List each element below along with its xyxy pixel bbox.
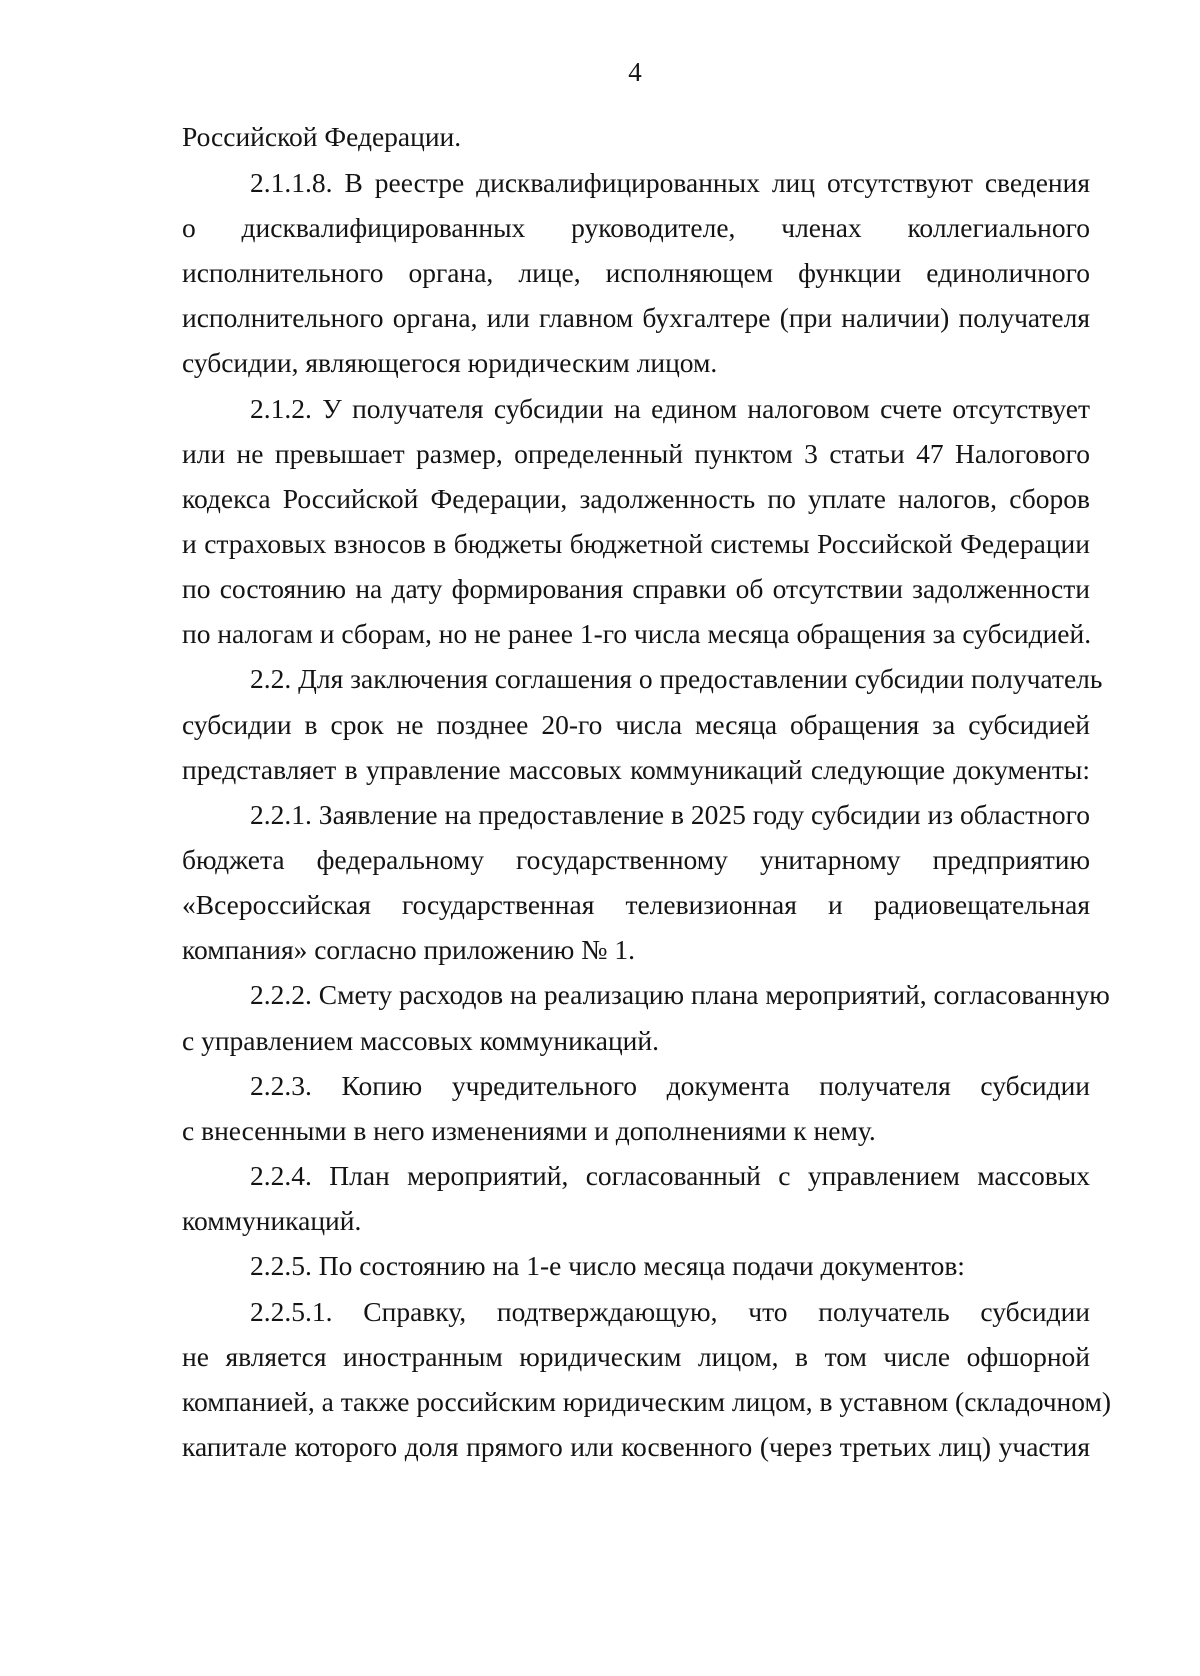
page-number: 4 (628, 57, 642, 87)
text-line: 2.2.5. По состоянию на 1-е число месяца подачи документов: (250, 1250, 965, 1281)
text-line: 2.2.2. Смету расходов на реализацию плана мероприятий, согласованную (250, 979, 1110, 1010)
text-line: по налогам и сборам, но не ранее 1-го числа месяца обращения за субсидией. (182, 618, 1092, 649)
text-line: 2.1.2. У получателя субсидии на едином налоговом счете отсутствует (250, 393, 1090, 424)
text-line: 2.2. Для заключения соглашения о предоставлении субсидии получатель (250, 663, 1103, 694)
text-line: 2.2.1. Заявление на предоставление в 2025 году субсидии из областного (250, 799, 1090, 830)
text-line: 2.2.5.1. Справку, подтверждающую, что получатель субсидии (250, 1296, 1090, 1327)
text-line: 2.2.3. Копию учредительного документа получателя субсидии (250, 1070, 1090, 1101)
text-line: субсидии, являющегося юридическим лицом. (182, 347, 718, 378)
text-line: Российской Федерации. (182, 121, 462, 152)
text-line: «Всероссийская государственная телевизионная и радиовещательная (182, 889, 1090, 920)
text-line: по состоянию на дату формирования справки об отсутствии задолженности (182, 573, 1090, 604)
text-line: исполнительного органа, лице, исполняющем функции единоличного (182, 257, 1090, 288)
text-line: представляет в управление массовых коммуникаций следующие документы: (182, 754, 1090, 785)
text-line: субсидии в срок не позднее 20-го числа месяца обращения за субсидией (182, 709, 1090, 740)
text-line: 2.1.1.8. В реестре дисквалифицированных лиц отсутствуют сведения (250, 167, 1090, 198)
text-line: компанией, а также российским юридическим лицом, в уставном (складочном) (182, 1386, 1112, 1417)
text-line: и страховых взносов в бюджеты бюджетной системы Российской Федерации (182, 528, 1090, 559)
text-line: кодекса Российской Федерации, задолженность по уплате налогов, сборов (182, 483, 1090, 514)
text-line: не является иностранным юридическим лицом, в том числе офшорной (182, 1341, 1090, 1372)
text-line: исполнительного органа, или главном бухгалтере (при наличии) получателя (182, 302, 1090, 333)
text-line: компания» согласно приложению № 1. (182, 934, 635, 965)
text-line: с управлением массовых коммуникаций. (182, 1025, 659, 1056)
text-line: капитале которого доля прямого или косвенного (через третьих лиц) участия (182, 1431, 1090, 1462)
text-line: бюджета федеральному государственному унитарному предприятию (182, 844, 1090, 875)
text-line: с внесенными в него изменениями и дополнениями к нему. (182, 1115, 876, 1146)
text-line: или не превышает размер, определенный пунктом 3 статьи 47 Налогового (182, 438, 1090, 469)
text-line: о дисквалифицированных руководителе, членах коллегиального (182, 212, 1090, 243)
text-line: коммуникаций. (182, 1205, 362, 1236)
text-line: 2.2.4. План мероприятий, согласованный с управлением массовых (250, 1160, 1090, 1191)
